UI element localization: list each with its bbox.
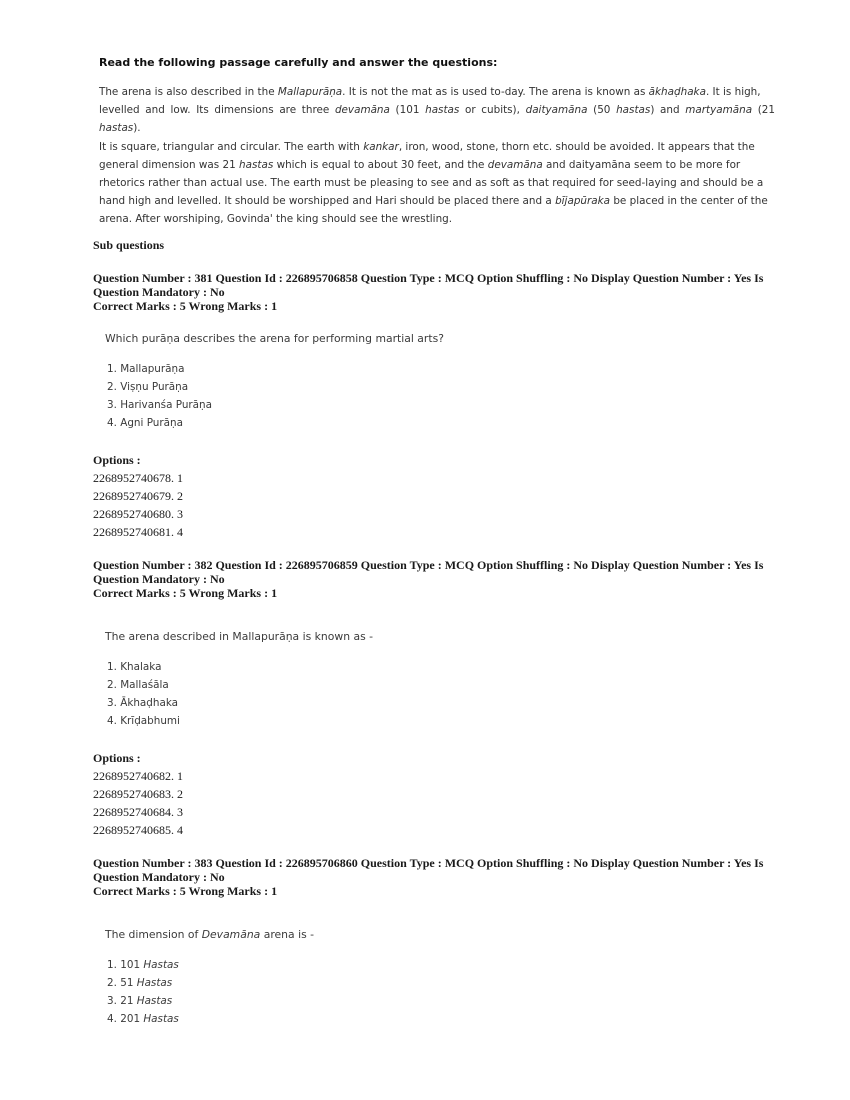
- option-id: 2268952740678. 1: [93, 471, 183, 485]
- choice-item: 1. 101 Hastas: [107, 959, 179, 971]
- passage-line: hand high and levelled. It should be worshipped and Hari should be placed there and a bījapūraka be placed in the center of the: [99, 195, 768, 208]
- question-stem: Which purāṇa describes the arena for performing martial arts?: [105, 332, 444, 345]
- passage-section: [99, 56, 775, 229]
- option-id: 2268952740679. 2: [93, 489, 183, 503]
- question-stem: The dimension of Devamāna arena is -: [105, 928, 315, 941]
- choice-item: 4. 201 Hastas: [107, 1013, 179, 1025]
- options-label: Options :: [93, 453, 141, 467]
- option-id: 2268952740682. 1: [93, 769, 183, 783]
- choice-item: 2. 51 Hastas: [107, 977, 173, 989]
- options-block: [93, 749, 183, 839]
- choice-item: 3. 21 Hastas: [107, 995, 173, 1007]
- option-id: 2268952740680. 3: [93, 507, 183, 521]
- passage-heading: Read the following passage carefully and answer the questions:: [99, 56, 498, 69]
- question-meta: Question Number : 381 Question Id : 226895706858 Question Type : MCQ Option Shuffling : No Display Question Number : Yes Is Question Mandatory : No Correct Marks : 5 Wrong Marks : 1: [93, 271, 764, 313]
- choice-item: 4. Agni Purāṇa: [107, 417, 183, 429]
- question-meta: Question Number : 382 Question Id : 226895706859 Question Type : MCQ Option Shuffling : No Display Question Number : Yes Is Question Mandatory : No Correct Marks : 5 Wrong Marks : 1: [93, 558, 764, 600]
- question-381: [93, 271, 773, 539]
- question-383: [93, 856, 773, 1025]
- choice-item: 2. Mallaśāla: [107, 679, 169, 691]
- choice-list: [107, 360, 212, 432]
- sub-questions-heading: Sub questions: [93, 238, 165, 252]
- choice-item: 4. Krīḍabhumi: [107, 715, 180, 727]
- options-block: [93, 451, 183, 541]
- choice-item: 3. Ākhaḍhaka: [107, 697, 179, 709]
- choice-list: [107, 658, 180, 730]
- option-id: 2268952740685. 4: [93, 823, 183, 837]
- options-label: Options :: [93, 751, 141, 765]
- choice-item: 2. Viṣṇu Purāṇa: [107, 381, 189, 393]
- passage-text: [99, 83, 775, 229]
- question-stem: The arena described in Mallapurāṇa is known as -: [105, 630, 374, 643]
- choice-list: [107, 956, 179, 1028]
- passage-line: levelled and low. Its dimensions are three devamāna (101 hastas or cubits), daityamāna (50 hastas) and martyamāna (21 hastas).: [99, 104, 775, 135]
- option-id: 2268952740681. 4: [93, 525, 183, 539]
- option-id: 2268952740684. 3: [93, 805, 183, 819]
- question-382: [93, 558, 773, 837]
- passage-line: The arena is also described in the Mallapurāṇa. It is not the mat as is used to-day. The arena is known as ākhaḍhaka. It is high,: [99, 86, 761, 98]
- option-id: 2268952740683. 2: [93, 787, 183, 801]
- passage-line: arena. After worshiping, Govinda' the king should see the wrestling.: [99, 213, 453, 226]
- passage-line: rhetorics rather than actual use. The earth must be pleasing to see and as soft as that required for seed-laying and should be a: [99, 177, 764, 190]
- choice-item: 1. Khalaka: [107, 661, 162, 673]
- question-meta: Question Number : 383 Question Id : 226895706860 Question Type : MCQ Option Shuffling : No Display Question Number : Yes Is Question Mandatory : No Correct Marks : 5 Wrong Marks : 1: [93, 856, 764, 898]
- passage-line: It is square, triangular and circular. The earth with kankar, iron, wood, stone, thorn etc. should be avoided. It appears that the: [99, 140, 755, 153]
- choice-item: 1. Mallapurāṇa: [107, 363, 185, 375]
- choice-item: 3. Harivanśa Purāṇa: [107, 399, 213, 411]
- passage-line: general dimension was 21 hastas which is equal to about 30 feet, and the devamāna and daityamāna seem to be more for: [99, 158, 741, 171]
